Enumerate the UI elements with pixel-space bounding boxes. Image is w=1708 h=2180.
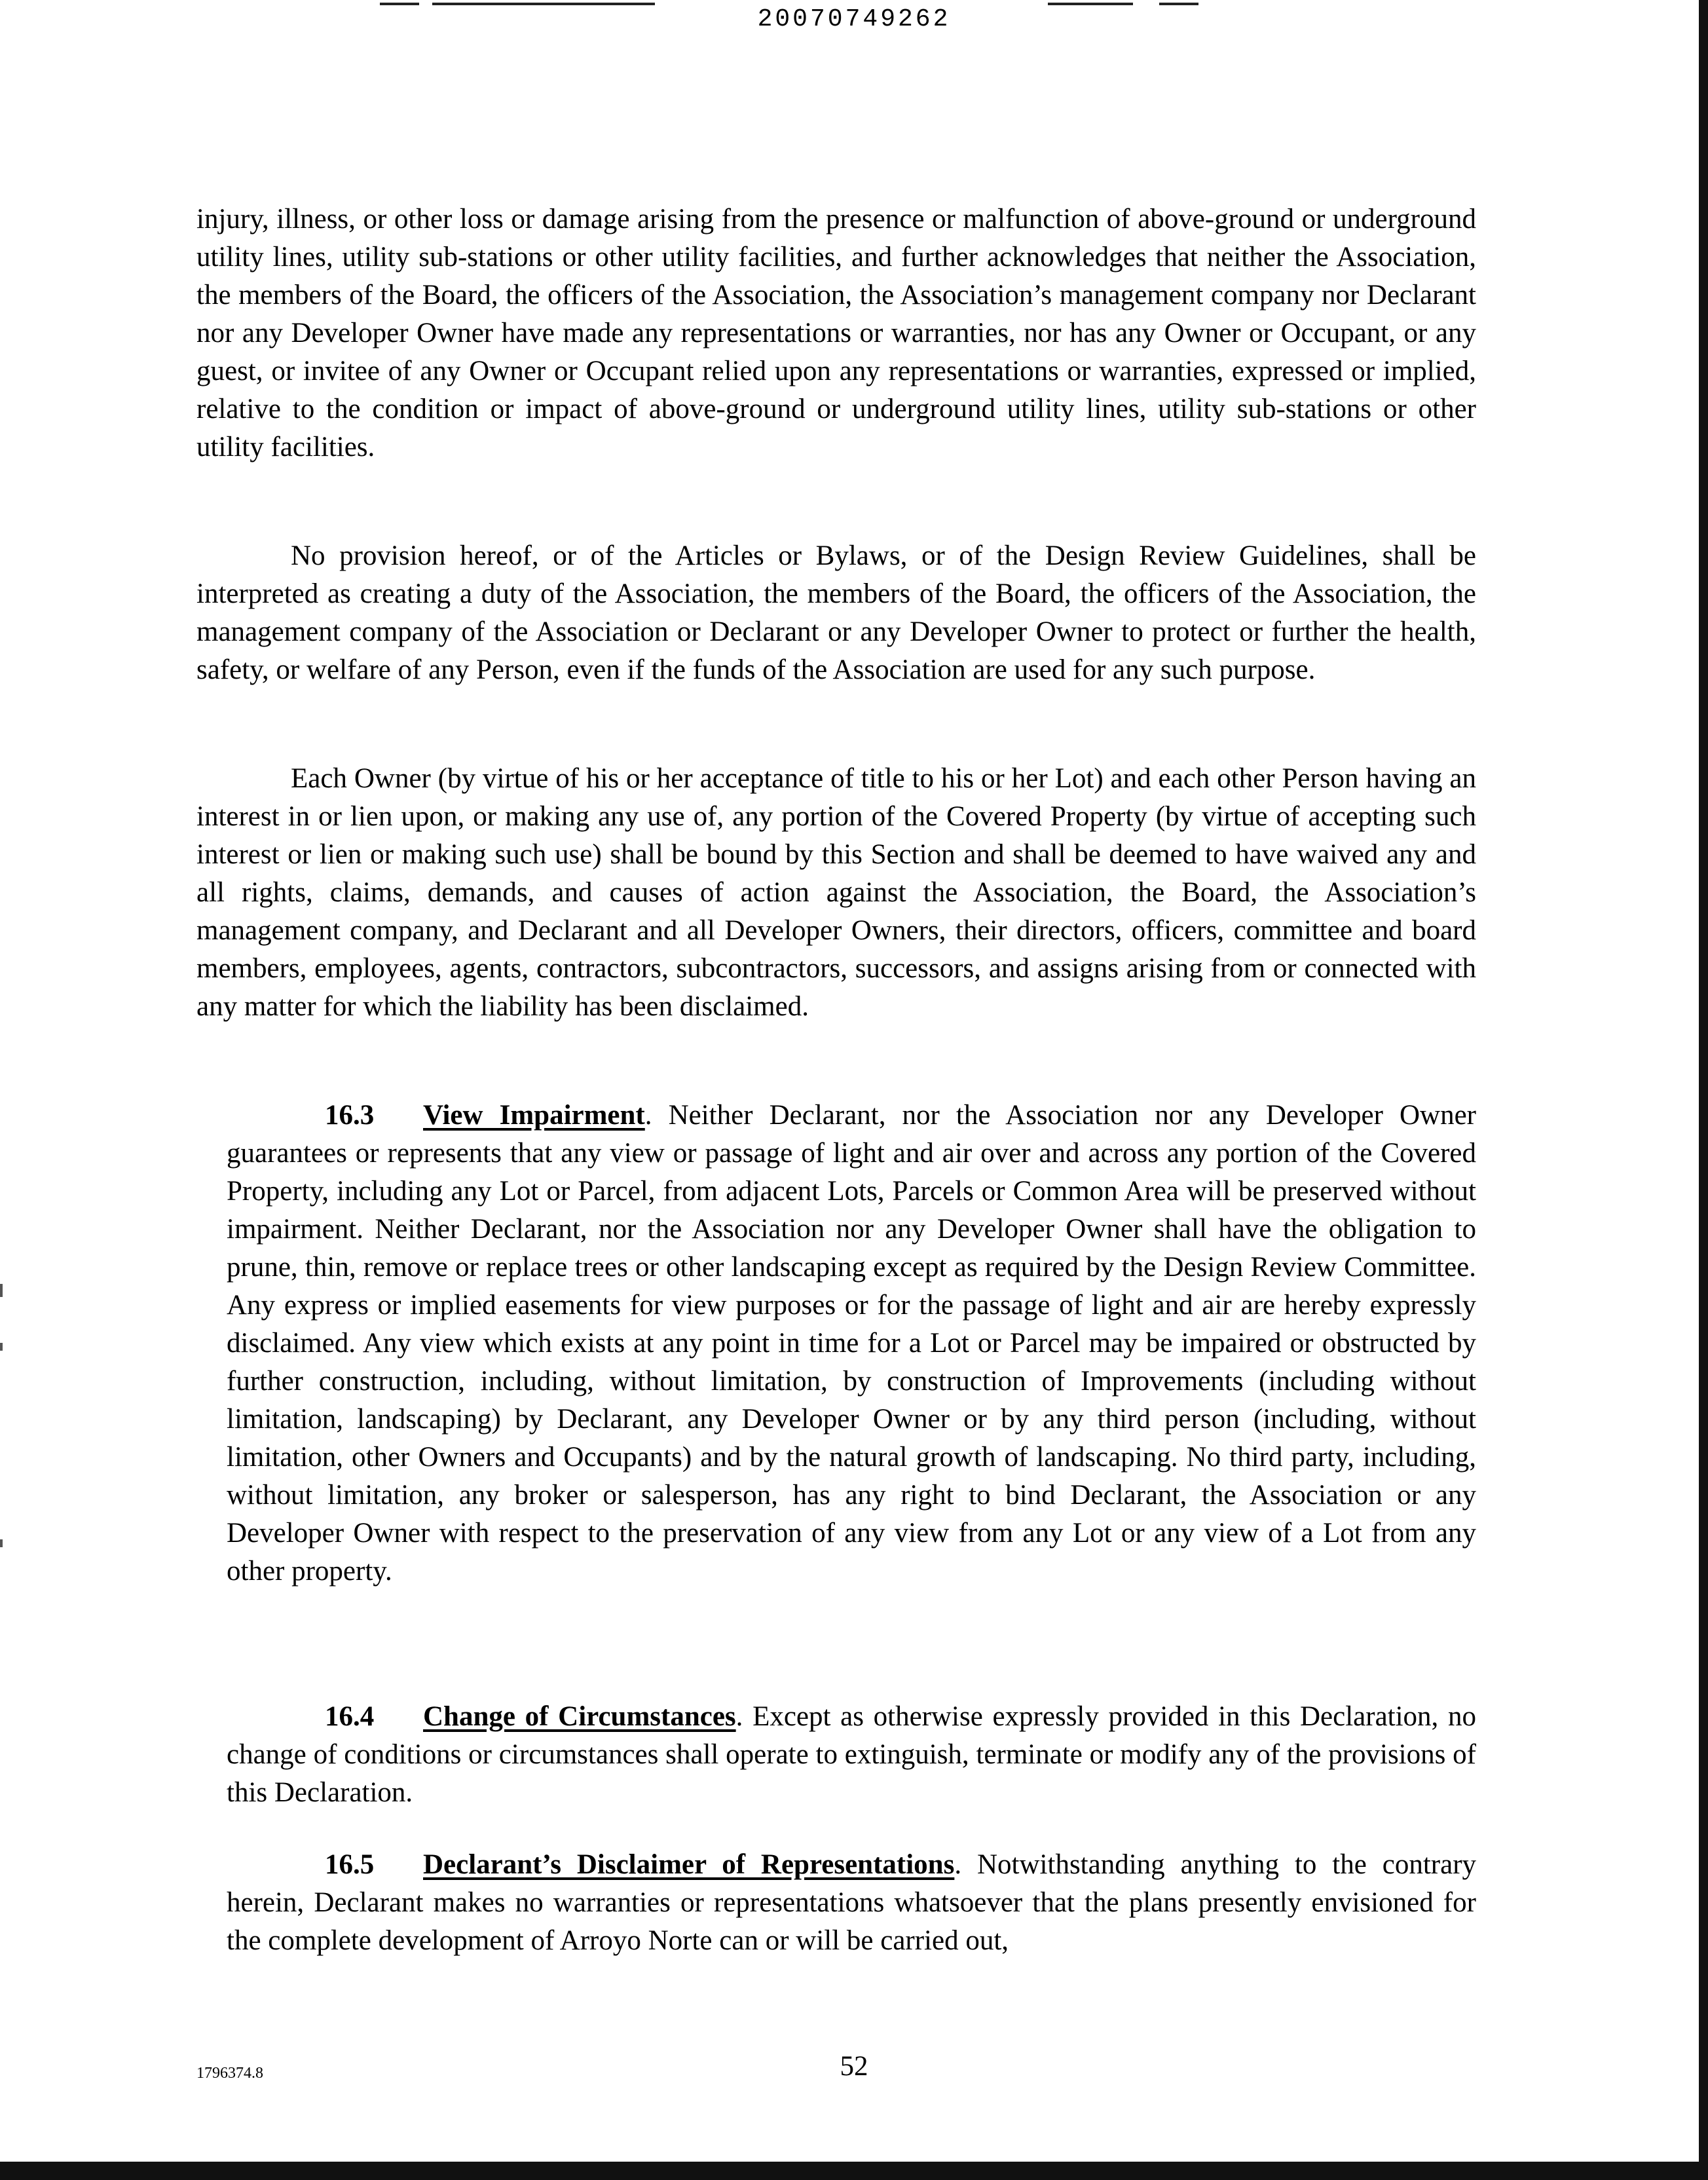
scan-mark-left-2 xyxy=(0,1343,3,1351)
scan-mark-left-3 xyxy=(0,1539,3,1547)
section-text: . Notwithstanding anything to the contrary herein, Declarant makes no warranties or representations whatsoever that the plans presently envisioned for the complete development of Arroyo Norte can or will be carried out, xyxy=(227,1849,1477,1956)
section-16-4 xyxy=(227,1698,1476,1812)
scan-mark-left-1 xyxy=(0,1284,3,1297)
paragraph-text: No provision hereof, or of the Articles or Bylaws, or of the Design Review Guidelines, shall be interpreted as creating a duty of the Association, the members of the Board, the officers of the Association, the management company of the Association or Declarant or any Developer Owner to protect or further the health, safety, or welfare of any Person, even if the funds of the Association are used for any such purpose. xyxy=(196,540,1476,685)
section-title: View Impairment xyxy=(423,1100,645,1131)
section-16-5 xyxy=(227,1846,1476,1960)
scan-border-bottom xyxy=(0,2162,1708,2180)
scan-border-right xyxy=(1699,0,1708,2180)
paragraph-2 xyxy=(196,537,1476,689)
page-number: 52 xyxy=(840,2051,868,2082)
paragraph-1 xyxy=(196,200,1476,466)
section-number: 16.4 xyxy=(325,1701,375,1732)
section-number: 16.5 xyxy=(325,1849,375,1880)
section-text: . Neither Declarant, nor the Association nor any Developer Owner guarantees or represents that any view or passage of light and air over and across any portion of the Covered Property, including any Lot or Parcel, from adjacent Lots, Parcels or Common Area will be preserved without impairment. Neither Declarant, nor the Association nor any Developer Owner shall have the obligation to prune, thin, remove or replace trees or other landscaping except as required by the Design Review Committee. Any express or implied easements for view purposes or for the passage of light and air are hereby expressly disclaimed. Any view which exists at any point in time for a Lot or Parcel may be impaired or obstructed by further construction, including, without limitation, by construction of Improvements (including without limitation, landscaping) by Declarant, any Developer Owner or by any third person (including, without limitation, other Owners and Occupants) and by the natural growth of landscaping. No third party, including, without limitation, any broker or salesperson, has any right to bind Declarant, the Association or any Developer Owner with respect to the preservation of any view from any Lot or any view of a Lot from any other property. xyxy=(227,1100,1476,1587)
section-title: Change of Circumstances xyxy=(423,1701,736,1732)
section-16-3 xyxy=(227,1097,1476,1590)
document-number: 20070749262 xyxy=(757,5,951,33)
paragraph-text: Each Owner (by virtue of his or her acceptance of title to his or her Lot) and each other Person having an interest in or lien upon, or making any use of, any portion of the Covered Property (by virtue of accepting such interest or lien or making such use) shall be bound by this Section and shall be deemed to have waived any and all rights, claims, demands, and causes of action against the Association, the Board, the Association’s management company, and Declarant and all Developer Owners, their directors, officers, committee and board members, employees, agents, contractors, subcontractors, successors, and assigns arising from or connected with any matter for which the liability has been disclaimed. xyxy=(196,763,1476,1022)
section-title: Declarant’s Disclaimer of Representations xyxy=(423,1849,955,1880)
paragraph-3 xyxy=(196,760,1476,1026)
paragraph-text: injury, illness, or other loss or damage arising from the presence or malfunction of above-ground or underground utility lines, utility sub-stations or other utility facilities, and further acknowledges that neither the Association, the members of the Board, the officers of the Association, the Association’s management company nor Declarant nor any Developer Owner have made any representations or warranties, nor has any Owner or Occupant, or any guest, or invitee of any Owner or Occupant relied upon any representations or warranties, expressed or implied, relative to the condition or impact of above-ground or underground utility lines, utility sub-stations or other utility facilities. xyxy=(196,204,1476,462)
footer-document-id: 1796374.8 xyxy=(196,2065,263,2082)
section-number: 16.3 xyxy=(325,1100,375,1131)
section-text: . Except as otherwise expressly provided in this Declaration, no change of conditions or circumstances shall operate to extinguish, terminate or modify any of the provisions of this Declaration. xyxy=(227,1701,1476,1808)
